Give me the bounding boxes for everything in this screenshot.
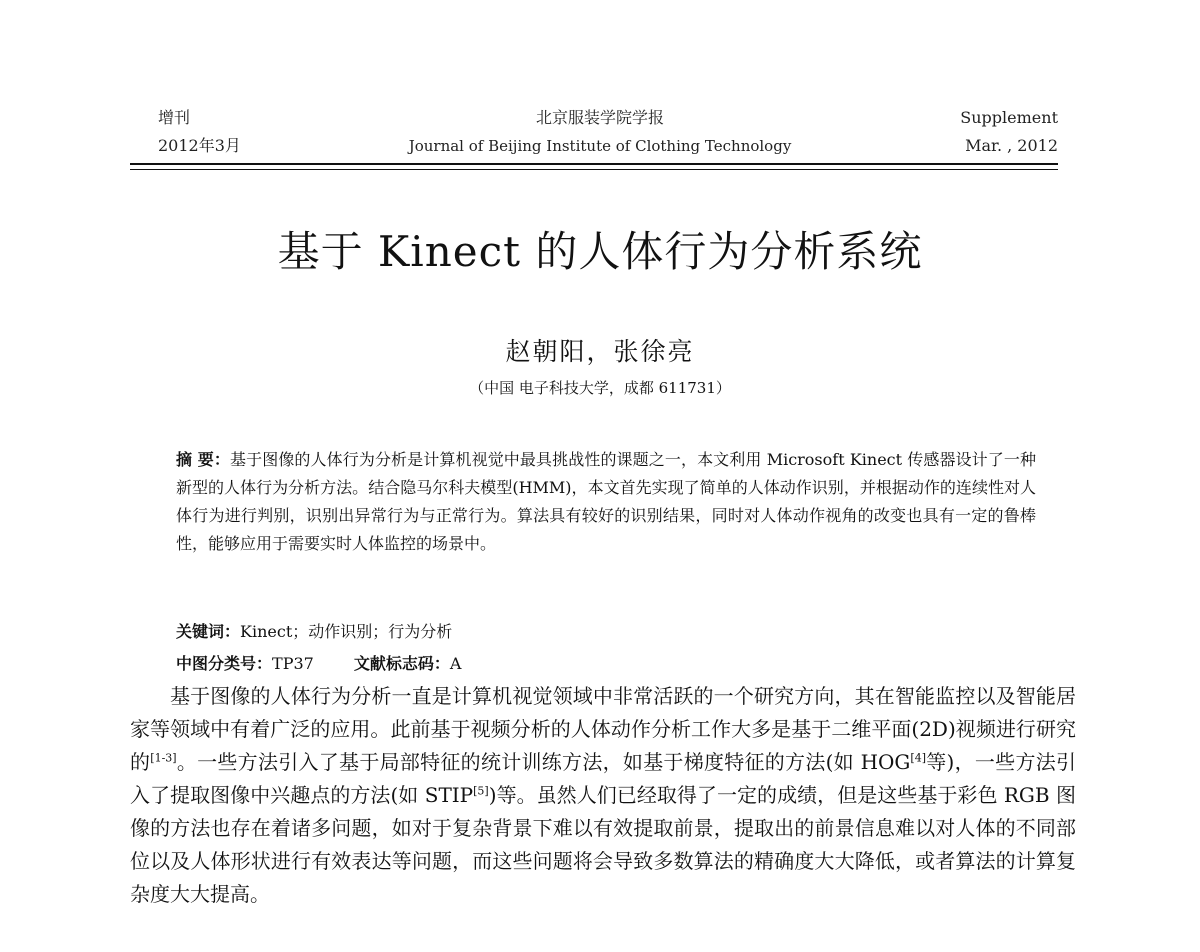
body-text-4: )等。虽然人们已经取得了一定的成绩，但是这些基于彩色 RGB 图像的方法也存在着诸多问题，如对于复杂背景下难以有效提取前景，提取出的前景信息难以对人体的不同部位以及人体形状进行有效表达等问题，而这些问题将会导致多数算法的精确度大大降低，或者算法的计算复杂度大大提高。: [130, 783, 1076, 906]
keywords-text: Kinect；动作识别；行为分析: [240, 622, 453, 641]
keywords-line: [176, 618, 452, 646]
body-paragraph: [130, 680, 1076, 911]
clc-label: 中图分类号：: [176, 654, 273, 673]
journal-name-cn: 北京服装学院学报: [535, 108, 664, 127]
paper-authors: 赵朝阳，张徐亮: [505, 337, 695, 366]
body-text-2: 。一些方法引入了基于局部特征的统计训练方法，如基于梯度特征的方法(如 HOG: [176, 750, 911, 774]
citation-3: [5]: [473, 784, 489, 798]
citation-2: [4]: [910, 751, 926, 765]
abstract-label: 摘 要：: [176, 450, 230, 469]
body-text-1: 基于图像的人体行为分析一直是计算机视觉领域中非常活跃的一个研究方向，其在智能监控以及智能居家等领域中有着广泛的应用。此前基于视频分析的人体动作分析工作大多是基于二维平面(2D)视频进行研究的: [130, 684, 1076, 774]
issue-date: 2012年3月: [158, 136, 241, 155]
author-affiliation: （中国 电子科技大学，成都 611731）: [469, 379, 731, 397]
journal-supplement-info: [960, 104, 1058, 160]
citation-1: [1-3]: [150, 751, 177, 765]
keywords-label: 关键词：: [176, 622, 241, 641]
issue-label: 增刊: [158, 108, 191, 127]
supplement-date: Mar. , 2012: [965, 136, 1058, 155]
paper-title: 基于 Kinect 的人体行为分析系统: [277, 227, 923, 276]
abstract: [176, 446, 1036, 558]
body-text-3: 等)，一些方法引入了提取图像中兴趣点的方法(如 STIP: [130, 750, 1076, 807]
classification-line: [176, 650, 461, 678]
clc-value: TP37: [272, 654, 314, 673]
abstract-text: 基于图像的人体行为分析是计算机视觉中最具挑战性的课题之一，本文利用 Microsoft Kinect 传感器设计了一种新型的人体行为分析方法。结合隐马尔科夫模型(HMM)，本文首先实现了简单的人体动作识别，并根据动作的连续性对人体行为进行判别，识别出异常行为与正常行为。算法具有较好的识别结果，同时对人体动作视角的改变也具有一定的鲁棒性，能够应用于需要实时人体监控的场景中。: [176, 450, 1036, 553]
journal-name-en: Journal of Beijing Institute of Clothing Technology: [408, 137, 792, 155]
doc-code-label: 文献标志码：: [353, 654, 450, 673]
header-rule-thin: [130, 169, 1058, 170]
supplement-label: Supplement: [960, 108, 1058, 127]
header-rule-thick: [130, 163, 1058, 165]
doc-code-value: A: [449, 654, 462, 673]
